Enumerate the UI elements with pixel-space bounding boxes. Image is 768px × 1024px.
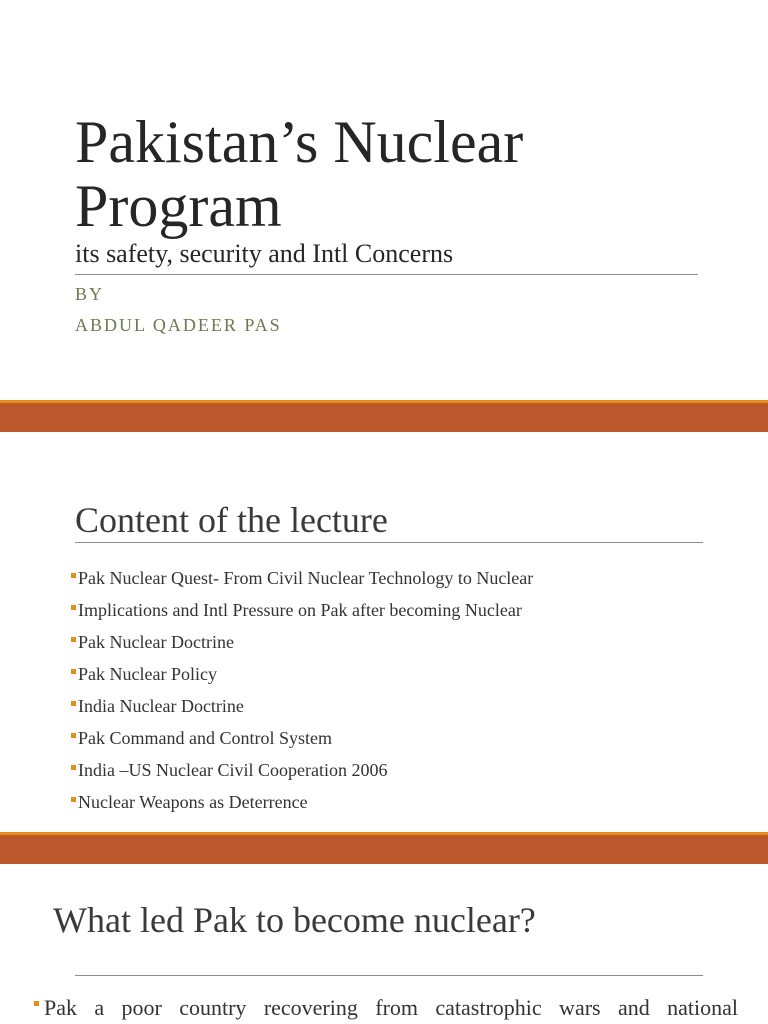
title-divider (75, 274, 698, 275)
list-item-text: Implications and Intl Pressure on Pak after becoming Nuclear (78, 600, 522, 620)
bullet-square-icon (71, 765, 76, 770)
list-item-text: India –US Nuclear Civil Cooperation 2006 (78, 760, 388, 780)
list-item (70, 790, 533, 822)
paragraph-text: Pak a poor country recovering from catastrophic wars and national (44, 995, 738, 1020)
bullet-square-icon (71, 637, 76, 642)
slide-title: Pakistan’s Nuclear Program (75, 109, 524, 239)
slide-subtitle: its safety, security and Intl Concerns (75, 239, 454, 268)
bullet-square-icon (71, 733, 76, 738)
bullet-square-icon (71, 797, 76, 802)
list-item (70, 758, 533, 790)
slide-separator-band (0, 400, 768, 432)
contents-divider (75, 542, 703, 543)
list-item-text: Pak Command and Control System (78, 728, 332, 748)
list-item (70, 630, 533, 662)
bullet-square-icon (71, 669, 76, 674)
list-item-text: India Nuclear Doctrine (78, 696, 244, 716)
list-item-text: Pak Nuclear Quest- From Civil Nuclear Technology to Nuclear (78, 568, 534, 588)
contents-slide (0, 432, 768, 832)
list-item (70, 598, 533, 630)
slide-separator-band (0, 832, 768, 864)
list-item-text: Pak Nuclear Policy (78, 664, 217, 684)
contents-heading: Content of the lecture (75, 500, 388, 540)
contents-list (70, 566, 533, 822)
body-paragraph (34, 994, 738, 1022)
by-label: BY (75, 284, 105, 304)
list-item (70, 662, 533, 694)
list-item (70, 566, 533, 598)
bullet-square-icon (34, 1001, 39, 1006)
bullet-square-icon (71, 573, 76, 578)
question-slide (0, 864, 768, 1024)
author-name: ABDUL QADEER PAS (75, 315, 282, 335)
bullet-square-icon (71, 605, 76, 610)
bullet-square-icon (71, 701, 76, 706)
list-item (70, 694, 533, 726)
title-slide (0, 0, 768, 400)
list-item-text: Nuclear Weapons as Deterrence (78, 792, 308, 812)
question-heading: What led Pak to become nuclear? (53, 900, 536, 940)
question-divider (75, 975, 703, 976)
list-item (70, 726, 533, 758)
list-item-text: Pak Nuclear Doctrine (78, 632, 234, 652)
